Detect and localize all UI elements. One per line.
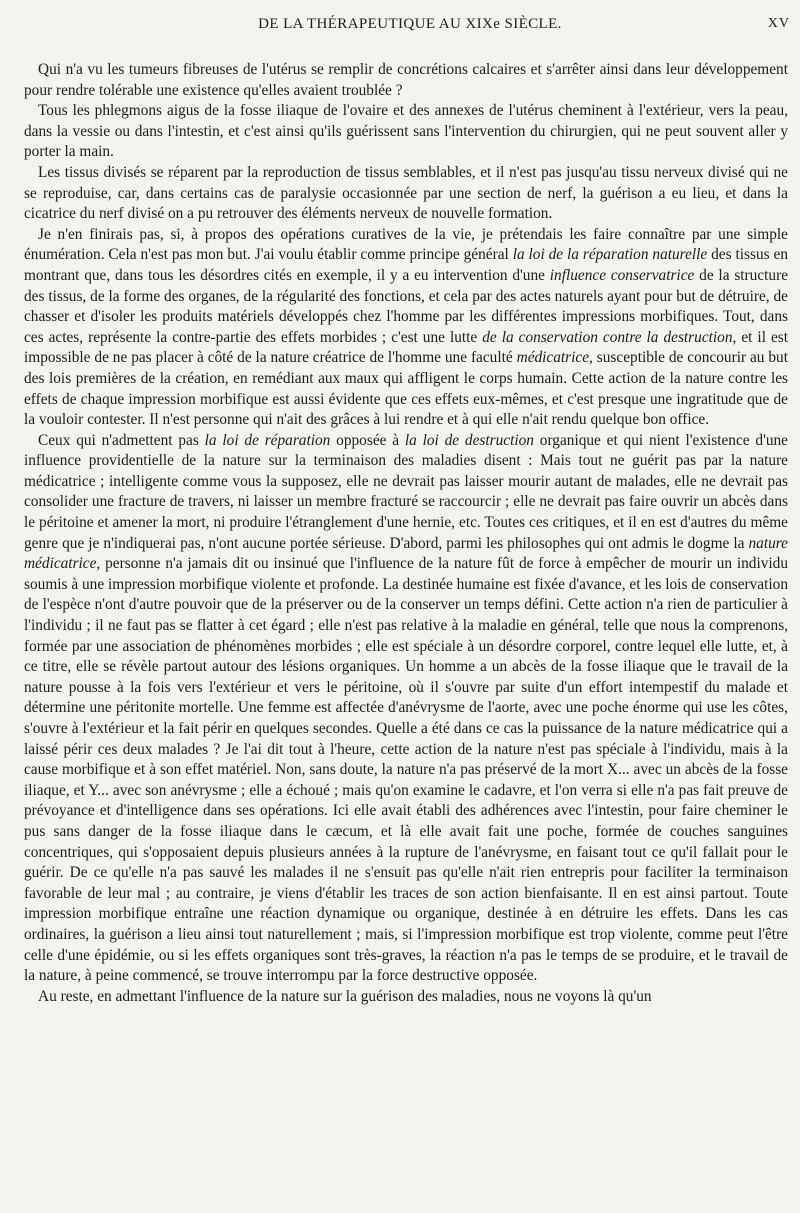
text-run: Ceux qui n'admettent pas [38,431,205,449]
italic-phrase: la loi de réparation [204,431,331,449]
text-run: organique et qui nient l'existence d'une influence providentielle de la nature sur la terminaison des maladies disent : Mais tout ne guérit pas par la nature médicatrice ; intelligente comme vous la supposez, elle ne devrait pas laisser mourir autant de malades, elle ne devrait pas consolider une fracture de travers, ni laisser un membre fracturé se raccourcir ; elle ne devrait pas faire ouvrir un abcès dans le péritoine et amener la mort, ni produire l'étranglement d'une hernie, etc. Toutes ces critiques, et il en est d'autres du même genre que je n'indiquerai pas, n'ont aucune portée sérieuse. D'abord, parmi les philosophes qui ont admis le dogme la [24,431,788,552]
page-number: XV [767,16,790,31]
running-head [24,16,796,38]
text-run: et il est impossible de ne pas placer à côté de la nature créatrice de l'homme une faculté [24,328,789,367]
text-run: de la structure des tissus, de la forme des organes, de la régularité des fonctions, et cela par des actes naturels ayant pour but de détruire, de chasser et d'isoler les produits matériels développés chez l'homme par les différentes impressions morbifiques. Tout, dans ces actes, représente la contre-partie des effets morbides ; c'est une lutte [24,266,789,346]
body-text [24,60,796,1007]
italic-phrase: nature médicatrice, [24,534,788,573]
italic-phrase: influence conservatrice [549,266,695,284]
italic-phrase: médicatrice, [516,349,593,367]
paragraph [24,987,788,1008]
text-run: Les tissus divisés se réparent par la reproduction de tissus semblables, et il n'est pas jusqu'au tissu nerveux divisé qui ne se reproduise, car, dans certains cas de paralysie occasionnée par une section de nerf, la guérison a eu lieu, et dans la cicatrice du nerf divisé on a pu retrouver des éléments nerveux de nouvelle formation. [24,163,788,223]
text-run: Au reste, en admettant l'influence de la nature sur la guérison des maladies, nous ne voyons là qu'un [38,987,652,1005]
text-run: des tissus en montrant que, dans tous les désordres cités en exemple, il y a eu intervention d'une [24,246,788,284]
paragraph [24,60,788,101]
paragraph [24,101,788,163]
paragraph [24,431,788,987]
text-run: opposée à [330,431,405,449]
text-run: personne n'a jamais dit ou insinué que l'influence de la nature fût de force à empêcher de mourir un individu soumis à une impression morbifique violente et profonde. La destinée humaine est fixée d'avance, et les lois de conservation de l'espèce n'ont d'autre pouvoir que de la préserver ou de la conserver un temps défini. Cette action n'a rien de particulier à l'individu ; il ne faut pas se flatter à cet égard ; elle n'est pas relative à la maladie en général, telle que nous la comprenons, formée par une association de phénomènes morbides ; elle est spéciale à un désordre corporel, contre lequel elle lutte, et, à ce titre, elle se révèle partout autour des lésions organiques. Un homme a un abcès de la fosse iliaque que le travail de la nature pousse à la fois vers l'extérieur et vers le péritoine, où il s'ouvre par suite d'un effort intempestif du malade et détermine une péritonite mortelle. Une femme est affectée d'anévrysme de l'aorte, avec une poche énorme qui use les côtes, s'ouvre à l'extérieur et la fait périr en quelques secondes. Quelle a été dans ce cas la puissance de la nature médicatrice qui a laissé périr ces deux malades ? Je l'ai dit tout à l'heure, cette action de la nature n'est pas spéciale à l'individu, mais à la cause morbifique et à son effet matériel. Non, sans doute, la nature n'a pas préservé de la mort X... avec un abcès de la fosse iliaque, et Y... avec son anévrysme ; elle a échoué ; mais qu'on examine le cadavre, et l'on verra si elle n'a pas fait preuve de prévoyance et d'intelligence dans ses opérations. Ici elle avait établi des adhérences avec l'intestin, pour faire cheminer le pus sans danger de la fosse iliaque dans le cæcum, et là elle avait fait une poche, formée de couches sanguines concentriques, qui s'opposaient depuis plusieurs années à la rupture de l'anévrysme, en faisant tout ce qu'il fallait pour le guérir. De ce qu'elle n'a pas sauvé les malades il ne s'ensuit pas qu'elle n'ait rien entrepris pour faciliter la terminaison favorable de leur mal ; au contraire, je viens d'établir les traces de son action bienfaisante. Il en est ainsi partout. Toute impression morbifique entraîne une réaction dynamique ou organique, destinée à en détruire les effets. Dans les cas ordinaires, la guérison a lieu ainsi tout naturellement ; mais, si l'impression morbifique est trop violente, comme peut l'être celle d'une épidémie, ou si les effets organiques sont très-graves, la réaction n'a pas le temps de se produire, et le travail de la nature, à peine commencé, se trouve interrompu par la force destructive opposée. [24,555,788,985]
text-run: Je n'en finirais pas, si, à propos des opérations curatives de la vie, je prétendais les faire connaître par une simple énumération. Cela n'est pas mon but. J'ai voulu établir comme principe général [24,225,788,264]
text-run: susceptible de concourir au but des lois premières de la création, en remédiant aux maux qui affligent le corps humain. Cette action de la nature contre les effets de chaque impression morbifique est aussi évidente que ces effets eux-mêmes, et c'est presque une ingratitude que de la vouloir contester. Il n'est personne qui n'ait des grâces à lui rendre et à qui elle n'ait rendu quelque bon office. [24,349,788,429]
paragraph [24,163,788,225]
book-page [24,16,796,1007]
text-run: Qui n'a vu les tumeurs fibreuses de l'utérus se remplir de concrétions calcaires et s'arrêter ainsi dans leur développement pour rendre tolérable une existence qu'elles avaient troublée ? [24,61,788,99]
italic-phrase: la loi de destruction [404,431,534,449]
italic-phrase: la loi de la réparation naturelle [512,246,708,264]
paragraph [24,225,788,431]
page-header-title: DE LA THÉRAPEUTIQUE AU XIXe SIÈCLE. [258,16,562,32]
italic-phrase: de la conservation contre la destruction, [482,328,737,346]
text-run: Tous les phlegmons aigus de la fosse iliaque de l'ovaire et des annexes de l'utérus cheminent à l'extérieur, vers la peau, dans la vessie ou dans l'intestin, et c'est ainsi qu'ils guérissent sans l'intervention du chirurgien, qui ne peut souvent aller y porter la main. [24,102,788,161]
